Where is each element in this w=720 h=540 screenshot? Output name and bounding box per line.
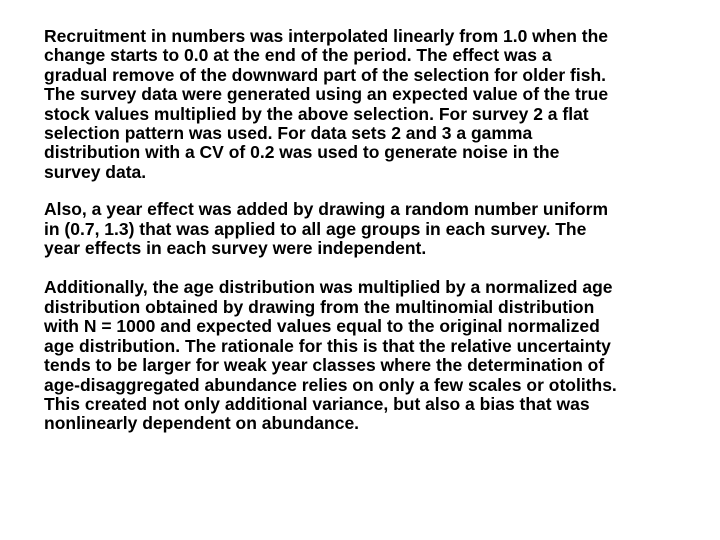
paragraph-year-effect: Also, a year effect was added by drawing a random number uniform in (0.7, 1.3) that was applied to all age groups in each survey. The year effects in each survey were independent. — [44, 199, 609, 259]
paragraph-age-distribution: Additionally, the age distribution was multiplied by a normalized age distribution obtained by drawing from the multinomial distribution with N = 1000 and expected values equal to the original normalized age distribution. The rationale for this is that the relative uncertainty tends to be larger for weak year classes where the determination of age-disaggregated abundance relies on only a few scales or otoliths. This created not only additional variance, but also a bias that was nonlinearly dependent on abundance. — [44, 277, 617, 434]
paragraph-recruitment: Recruitment in numbers was interpolated linearly from 1.0 when the change starts to 0.0 at the end of the period. The effect was a gradual remove of the downward part of the selection for older fish. The survey data were generated using an expected value of the true stock values multiplied by the above selection. For survey 2 a flat selection pattern was used. For data sets 2 and 3 a gamma distribution with a CV of 0.2 was used to generate noise in the survey data. — [44, 26, 609, 182]
text-body — [44, 27, 704, 434]
